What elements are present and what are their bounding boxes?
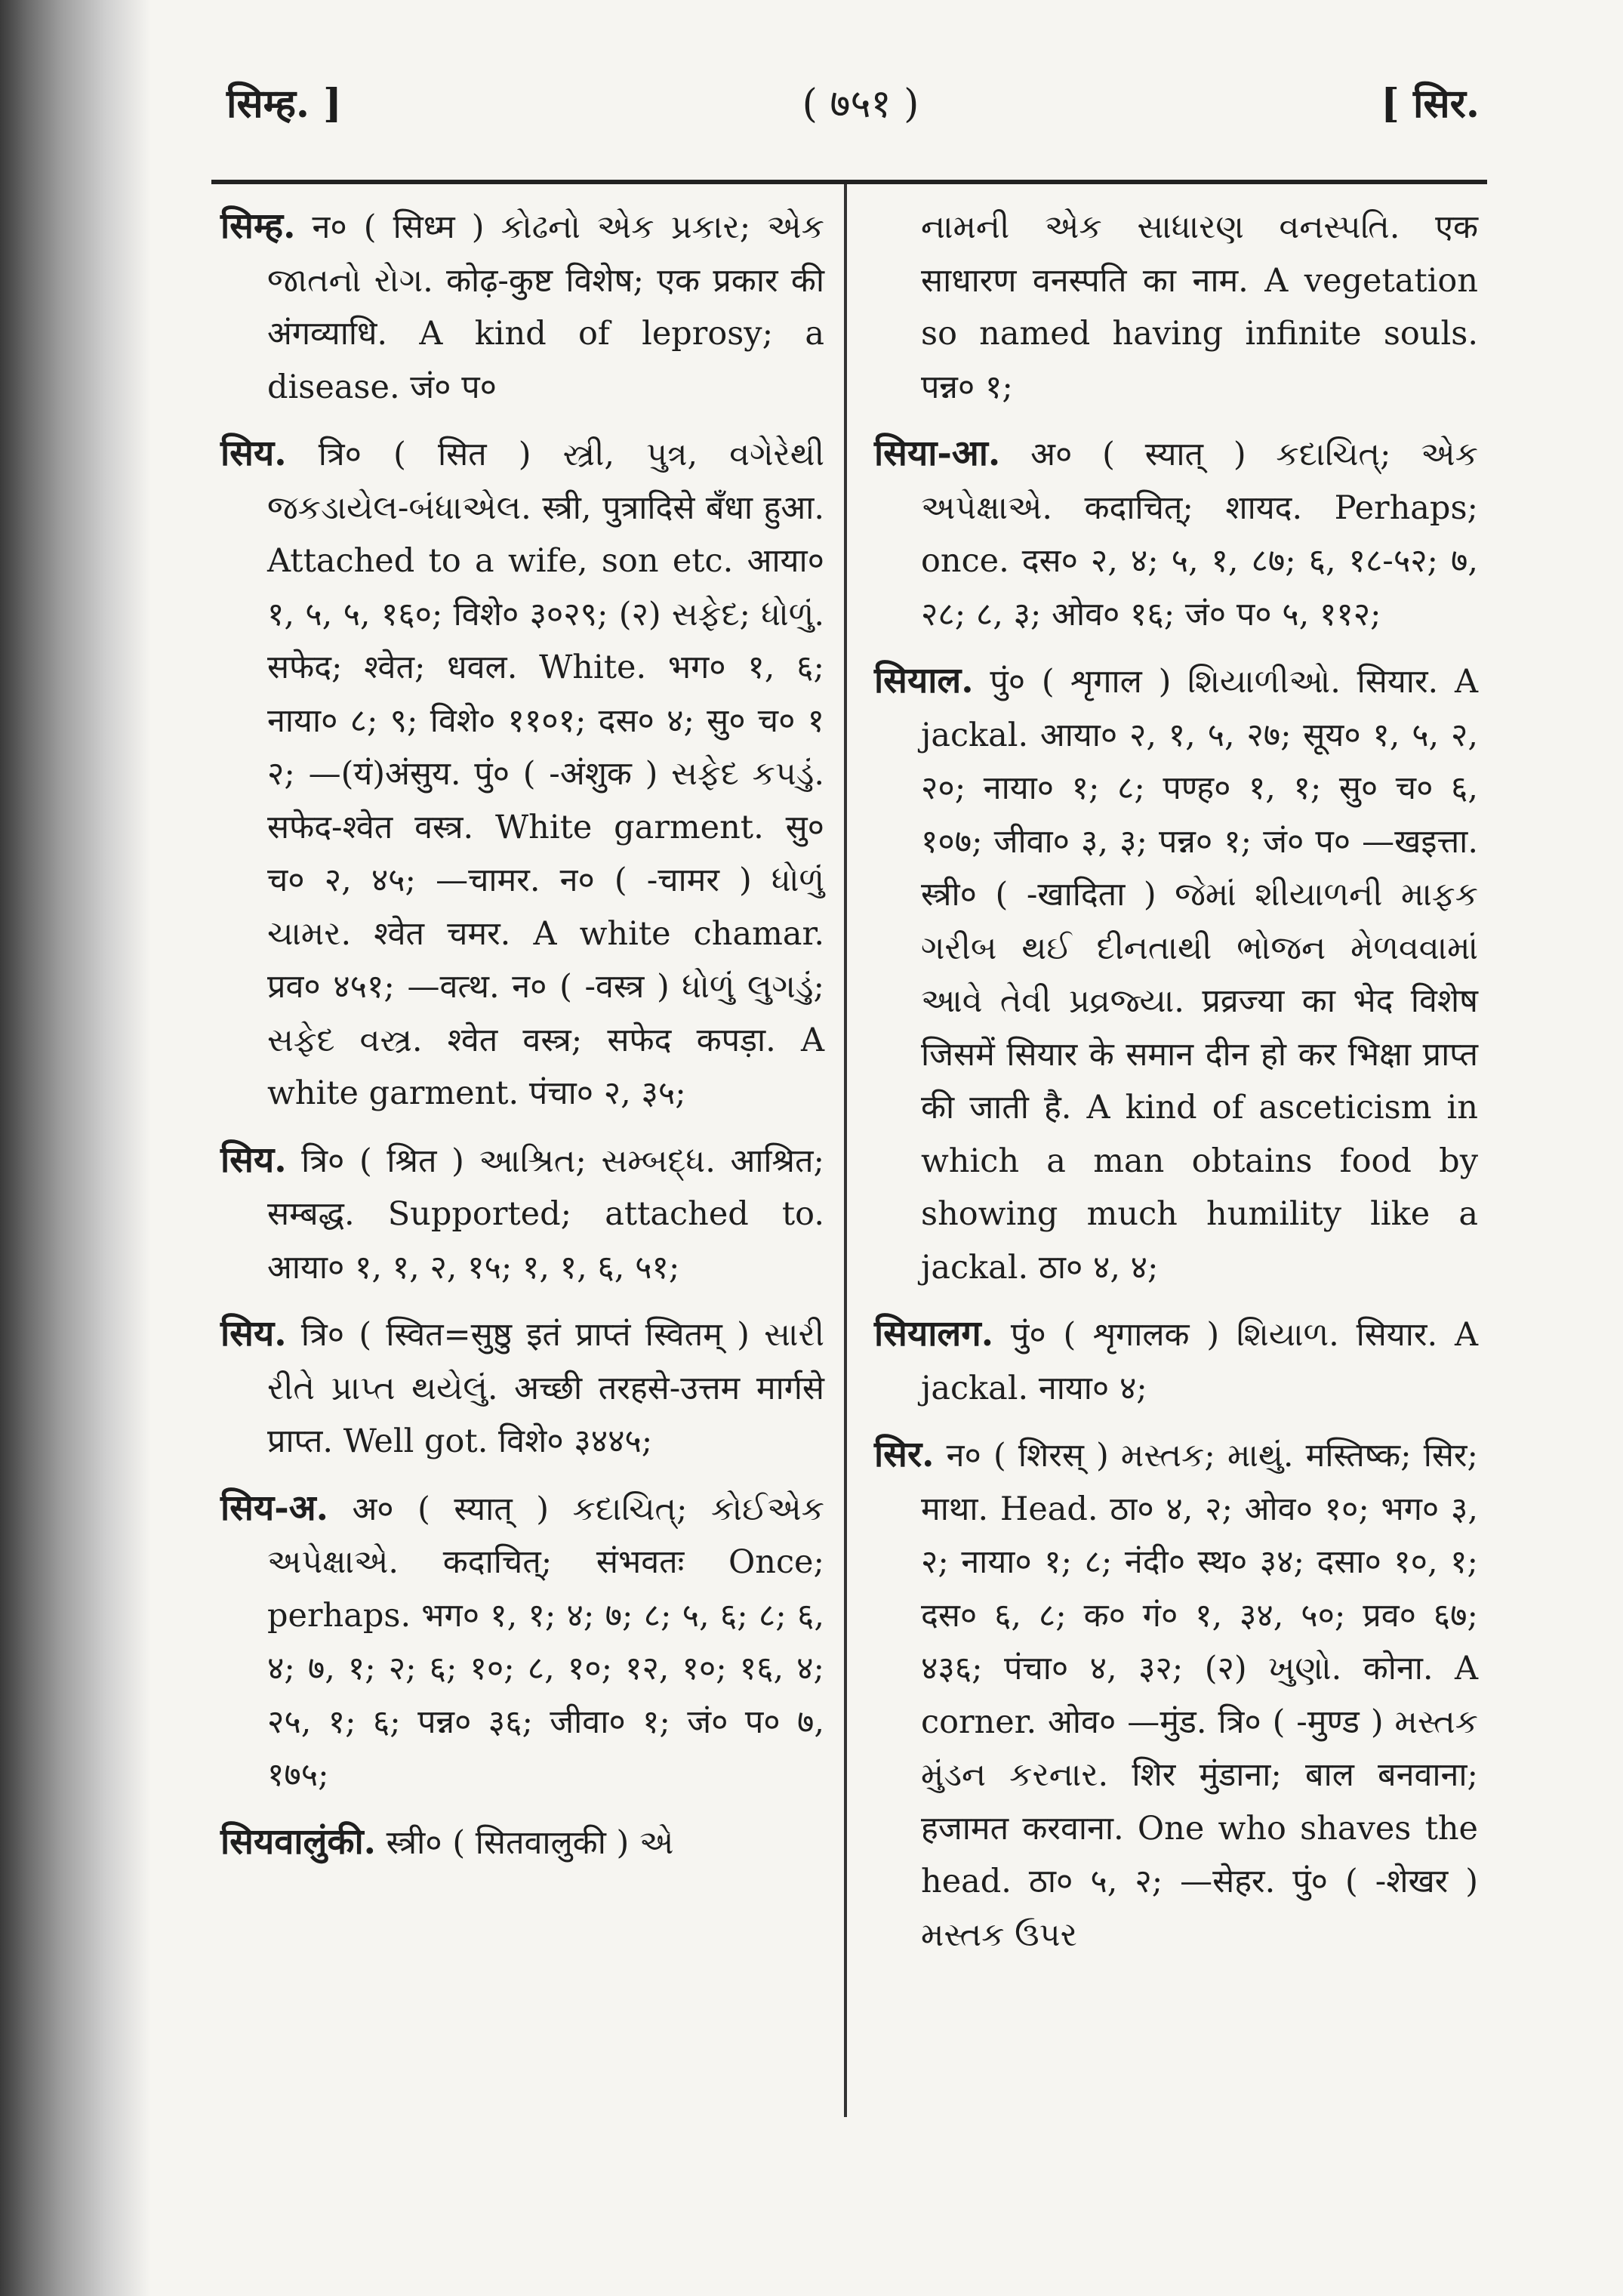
column-divider xyxy=(844,184,847,2117)
entry-definition: त्रि० ( सित ) સ્ત્રી, પુત્ર, વગેરેથી જકડાયેલ-બંધાએલ. स्त्री, पुत्रादिसे बँधा हुआ. Attached to a wife, son etc. आया० १, ५, ५, १६०; विशे० ३०२९; (२) સફેદ; ધોળું. सफेद; श्वेत; धवल. White. भग० १, ६; नाया० ८; ९; विशे० ११०१; दस० ४; सु० च० १ २; —(यं)अंसुय. पुं० ( -अंशुक ) સફેદ કપડું. सफेद-श्वेत वस्त्र. White garment. सु० च० २, ४५; —चामर. न० ( -चामर ) ધોળું ચામર. श्वेत चमर. A white chamar. प्रव० ४५१; —वत्थ. न० ( -वस्त्र ) ધોળું લુગડું; સફેદ વસ્ત્ર. श्वेत वस्त्र; सफेद कपड़ा. A white garment. पंचा० २, ३५; xyxy=(267,436,824,1112)
dictionary-entry-continuation xyxy=(874,200,1478,414)
running-head-left: सिम्ह. ] xyxy=(226,81,342,127)
entry-definition: अ० ( स्यात् ) કદાચિત્; કોઈએક અપેક્ષાએ. कदाचित्; संभवतः Once; perhaps. भग० १, १; ४; ७; ८; ५, ६; ८; ६, ४; ७, १; २; ६; १०; ८, १०; १२, १०; १६, ४; २५, १; ६; पन्न० ३६; जीवा० १; जं० प० ७, १७५; xyxy=(267,1490,824,1794)
entry-definition: न० ( सिध्म ) કોઢનો એક પ્રકાર; એક જાતનો રોગ. कोढ़-कुष्ट विशेष; एक प्रकार की अंगव्याधि. A kind of leprosy; a disease. जं० प० xyxy=(267,208,824,406)
running-head-right: [ सिर. xyxy=(1381,81,1480,127)
page-binding-shadow xyxy=(0,0,151,2296)
entry-definition: નામની એક સાધારણ વનસ્પતિ. एक साधारण वनस्पति का नाम. A vegetation so named having infinite souls. पन्न० १; xyxy=(921,208,1478,406)
entry-headword: सिय-अ. xyxy=(220,1487,328,1529)
right-column xyxy=(874,200,1478,1975)
entry-definition: स्त्री० ( सितवालुकी ) એ xyxy=(376,1823,674,1862)
entry-headword: सिया-आ. xyxy=(874,433,1001,474)
page-number: ( ७५१ ) xyxy=(802,82,919,127)
entry-headword: सिय. xyxy=(220,433,287,474)
entry-definition: त्रि० ( श्रित ) આશ્રિત; સમ્બદ્ધ. आश्रित; सम्बद्ध. Supported; attached to. आया० १, १, २, १५; १, १, ६, ५१; xyxy=(267,1142,824,1287)
dictionary-entry xyxy=(220,200,824,414)
entry-headword: सियवालुंकी. xyxy=(220,1820,377,1863)
entry-definition: पुं० ( शृगाल ) શિયાળીઓ. सियार. A jackal. आया० २, १, ५, २७; सूय० १, ५, २, २०; नाया० १; ८; पण्ह० १, १; सु० च० ६, १०७; जीवा० ३, ३; पन्न० १; जं० प० —खइत्ता. स्त्री० ( -खादिता ) જેમાં શીયાળની માફક ગરીબ થઈ દીનતાથી ભોજન મેળવવામાં આવે તેવી પ્રવ્રજ્યા. प्रव्रज्या का भेद विशेष जिसमें सियार के समान दीन हो कर भिक्षा प्राप्त की जाती है. A kind of asceticism in which a man obtains food by showing much humility like a jackal. ठा० ४, ४; xyxy=(921,663,1478,1287)
entry-headword: सिम्ह. xyxy=(220,205,296,247)
entry-headword: सिय. xyxy=(220,1139,287,1181)
entry-headword: सिय. xyxy=(220,1313,287,1354)
dictionary-entry xyxy=(220,1308,824,1469)
dictionary-entry xyxy=(874,1428,1478,1962)
entry-headword: सियाल. xyxy=(874,660,974,701)
entry-headword: सियालग. xyxy=(874,1313,994,1354)
dictionary-entry xyxy=(874,1308,1478,1415)
entry-definition: न० ( शिरस् ) મસ્તક; માથું. मस्तिष्क; सिर; माथा. Head. ठा० ४, २; ओव० १०; भग० ३, २; नाया० १; ८; नंदी० स्थ० ३४; दसा० १०, १; दस० ६, ८; क० गं० १, ३४, ५०; प्रव० ६७; ४३६; पंचा० ४, ३२; (२) ખુણો. कोना. A corner. ओव० —मुंड. त्रि० ( -मुण्ड ) મસ્તક મુંડન કરનાર. शिर मुंडाना; बाल बनवाना; हजामत करवाना. One who shaves the head. ठा० ५, २; —सेहर. पुं० ( -शेखर ) મસ્તક ઉપર xyxy=(921,1437,1478,1954)
entry-definition: त्रि० ( स्वित=सुष्ठु इतं प्राप्तं स्वितम् ) સારી રીતે પ્રાપ્ત થયેલું. अच्छी तरहसे-उत्तम मार्गसे प्राप्त. Well got. विशे० ३४४५; xyxy=(267,1316,824,1460)
dictionary-entry xyxy=(874,427,1478,641)
dictionary-entry xyxy=(220,1482,824,1802)
dictionary-entry xyxy=(220,427,824,1120)
left-column xyxy=(220,200,824,1883)
dictionary-entry xyxy=(220,1134,824,1295)
entry-definition: अ० ( स्यात् ) કદાચિત્; એક અપેક્ષાએ. कदाचित्; शायद. Perhaps; once. दस० २, ४; ५, १, ८७; ६, १८-५२; ७, २८; ८, ३; ओव० १६; जं० प० ५, ११२; xyxy=(921,436,1478,633)
dictionary-entry xyxy=(874,655,1478,1294)
header-rule xyxy=(211,180,1487,184)
entry-headword: सिर. xyxy=(874,1434,935,1475)
dictionary-entry xyxy=(220,1816,824,1870)
entry-definition: पुं० ( शृगालक ) શિયાળ. सियार. A jackal. नाया० ४; xyxy=(921,1316,1478,1407)
running-head xyxy=(226,76,1480,143)
